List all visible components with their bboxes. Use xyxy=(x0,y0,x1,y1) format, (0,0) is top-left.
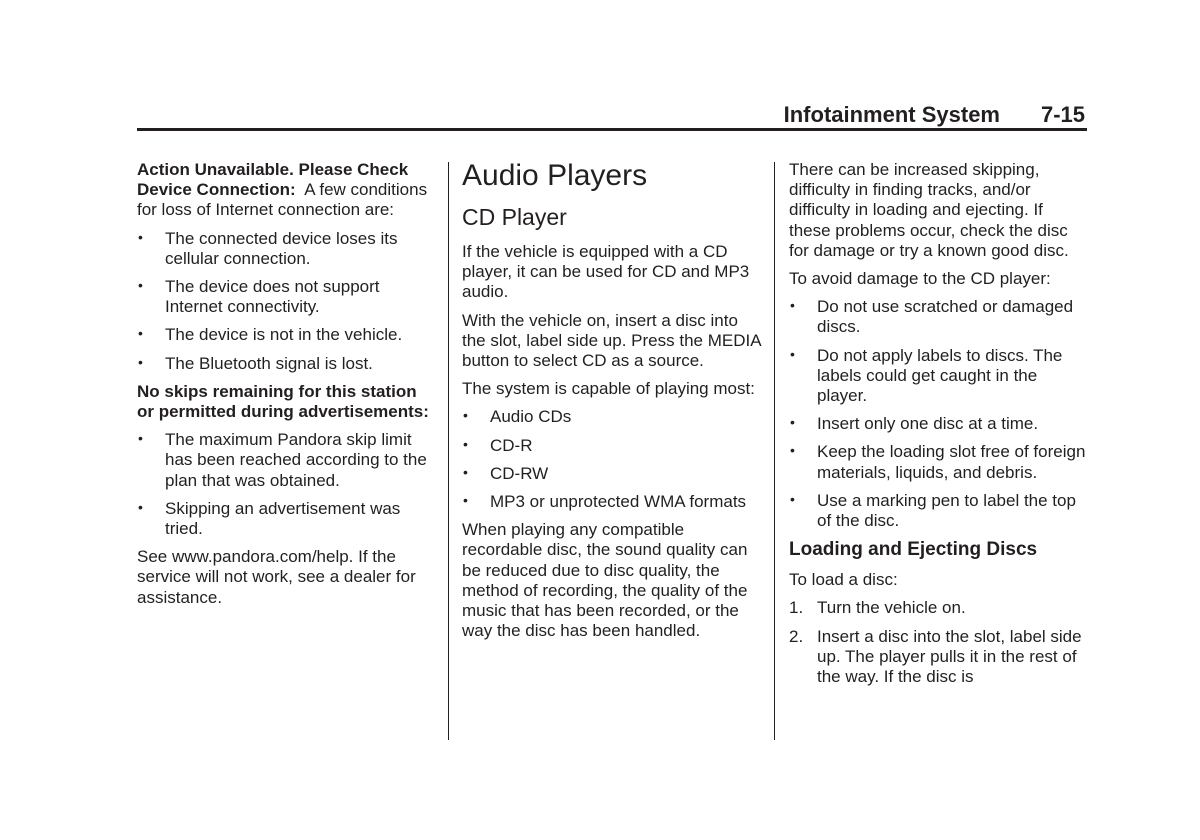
list-item: • Insert only one disc at a time. xyxy=(790,414,1039,434)
bullet-icon: • xyxy=(790,345,795,362)
paragraph: To load a disc: xyxy=(789,570,898,590)
step-number: 2. xyxy=(789,626,804,646)
list-item: • CD-RW xyxy=(463,463,549,483)
list-item: • The maximum Pandora skip limit has been reached according to the plan that was obtained. xyxy=(138,430,427,490)
heading-cd-player: CD Player xyxy=(462,204,567,230)
bullet-icon: • xyxy=(138,430,143,447)
step-text: Insert a disc into the slot, label side up. The player pulls it in the rest of the way. If the disc is xyxy=(817,626,1082,687)
bullet-icon: • xyxy=(138,228,143,245)
step-number: 1. xyxy=(789,598,804,618)
section-title: Infotainment System xyxy=(783,102,1000,127)
heading-loading-ejecting: Loading and Ejecting Discs xyxy=(789,539,1038,561)
column-divider-2 xyxy=(774,162,775,740)
list-item: • The Bluetooth signal is lost. xyxy=(138,353,373,373)
bullet-icon: • xyxy=(138,325,143,342)
bullet-icon: • xyxy=(463,492,468,509)
connection-loss-list xyxy=(137,229,437,374)
cd-care-list xyxy=(789,297,1089,531)
bullet-icon: • xyxy=(463,407,468,424)
list-item: • Audio CDs xyxy=(463,407,572,427)
paragraph: With the vehicle on, insert a disc into the slot, label side up. Press the MEDIA button to select CD as a source. xyxy=(462,310,761,371)
bullet-icon: • xyxy=(138,277,143,294)
step-text: Turn the vehicle on. xyxy=(817,598,966,618)
list-item: • The device does not support Internet connectivity. xyxy=(138,277,380,317)
running-header xyxy=(137,102,1087,128)
message-title: Action Unavailable. Please Check Device Connection: xyxy=(137,160,409,200)
list-item: • Skipping an advertisement was tried. xyxy=(138,498,401,539)
supported-formats-list xyxy=(462,407,762,512)
column-divider-1 xyxy=(448,162,449,740)
bullet-icon: • xyxy=(790,490,795,507)
message-text: A few conditions for loss of Internet connection are: xyxy=(137,180,428,220)
column-1 xyxy=(137,160,437,616)
column-2 xyxy=(462,160,762,649)
list-item: • Keep the loading slot free of foreign materials, liquids, and debris. xyxy=(790,442,1086,482)
paragraph: There can be increased skipping, difficulty in finding tracks, and/or difficulty in loading and ejecting. If these problems occur, check the disc for damage or try a known good disc. xyxy=(789,160,1069,260)
bullet-icon: • xyxy=(790,297,795,314)
list-item: • Do not use scratched or damaged discs. xyxy=(790,297,1074,337)
column-3 xyxy=(789,160,1089,695)
paragraph: If the vehicle is equipped with a CD player, it can be used for CD and MP3 audio. xyxy=(462,242,750,302)
list-item: • Use a marking pen to label the top of the disc. xyxy=(790,490,1076,531)
message-skips-title: No skips remaining for this station or permitted during advertisements: xyxy=(137,381,429,422)
paragraph: To avoid damage to the CD player: xyxy=(789,269,1051,289)
bullet-icon: • xyxy=(790,442,795,459)
header-rule xyxy=(137,128,1087,131)
bullet-icon: • xyxy=(138,498,143,515)
list-item: • The device is not in the vehicle. xyxy=(138,325,403,345)
load-steps-list xyxy=(789,598,1089,687)
closing-paragraph: See www.pandora.com/help. If the service will not work, see a dealer for assistance. xyxy=(137,547,416,607)
step-item xyxy=(789,627,1089,688)
skips-list xyxy=(137,430,437,539)
heading-audio-players: Audio Players xyxy=(462,159,648,192)
list-item: • The connected device loses its cellular connection. xyxy=(138,228,398,268)
list-item: • MP3 or unprotected WMA formats xyxy=(463,492,747,512)
bullet-icon: • xyxy=(790,414,795,431)
page-number: 7-15 xyxy=(1040,102,1085,127)
bullet-icon: • xyxy=(463,463,468,480)
list-item: • Do not apply labels to discs. The labels could get caught in the player. xyxy=(790,345,1063,406)
bullet-icon: • xyxy=(138,353,143,370)
list-item: • CD-R xyxy=(463,435,533,455)
message-connection xyxy=(137,160,437,221)
paragraph: The system is capable of playing most: xyxy=(462,379,755,399)
bullet-icon: • xyxy=(463,435,468,452)
step-item xyxy=(789,598,1089,618)
paragraph: When playing any compatible recordable disc, the sound quality can be reduced due to disc quality, the method of recording, the quality of the music that has been recorded, or the way the disc has been handled. xyxy=(462,520,748,641)
